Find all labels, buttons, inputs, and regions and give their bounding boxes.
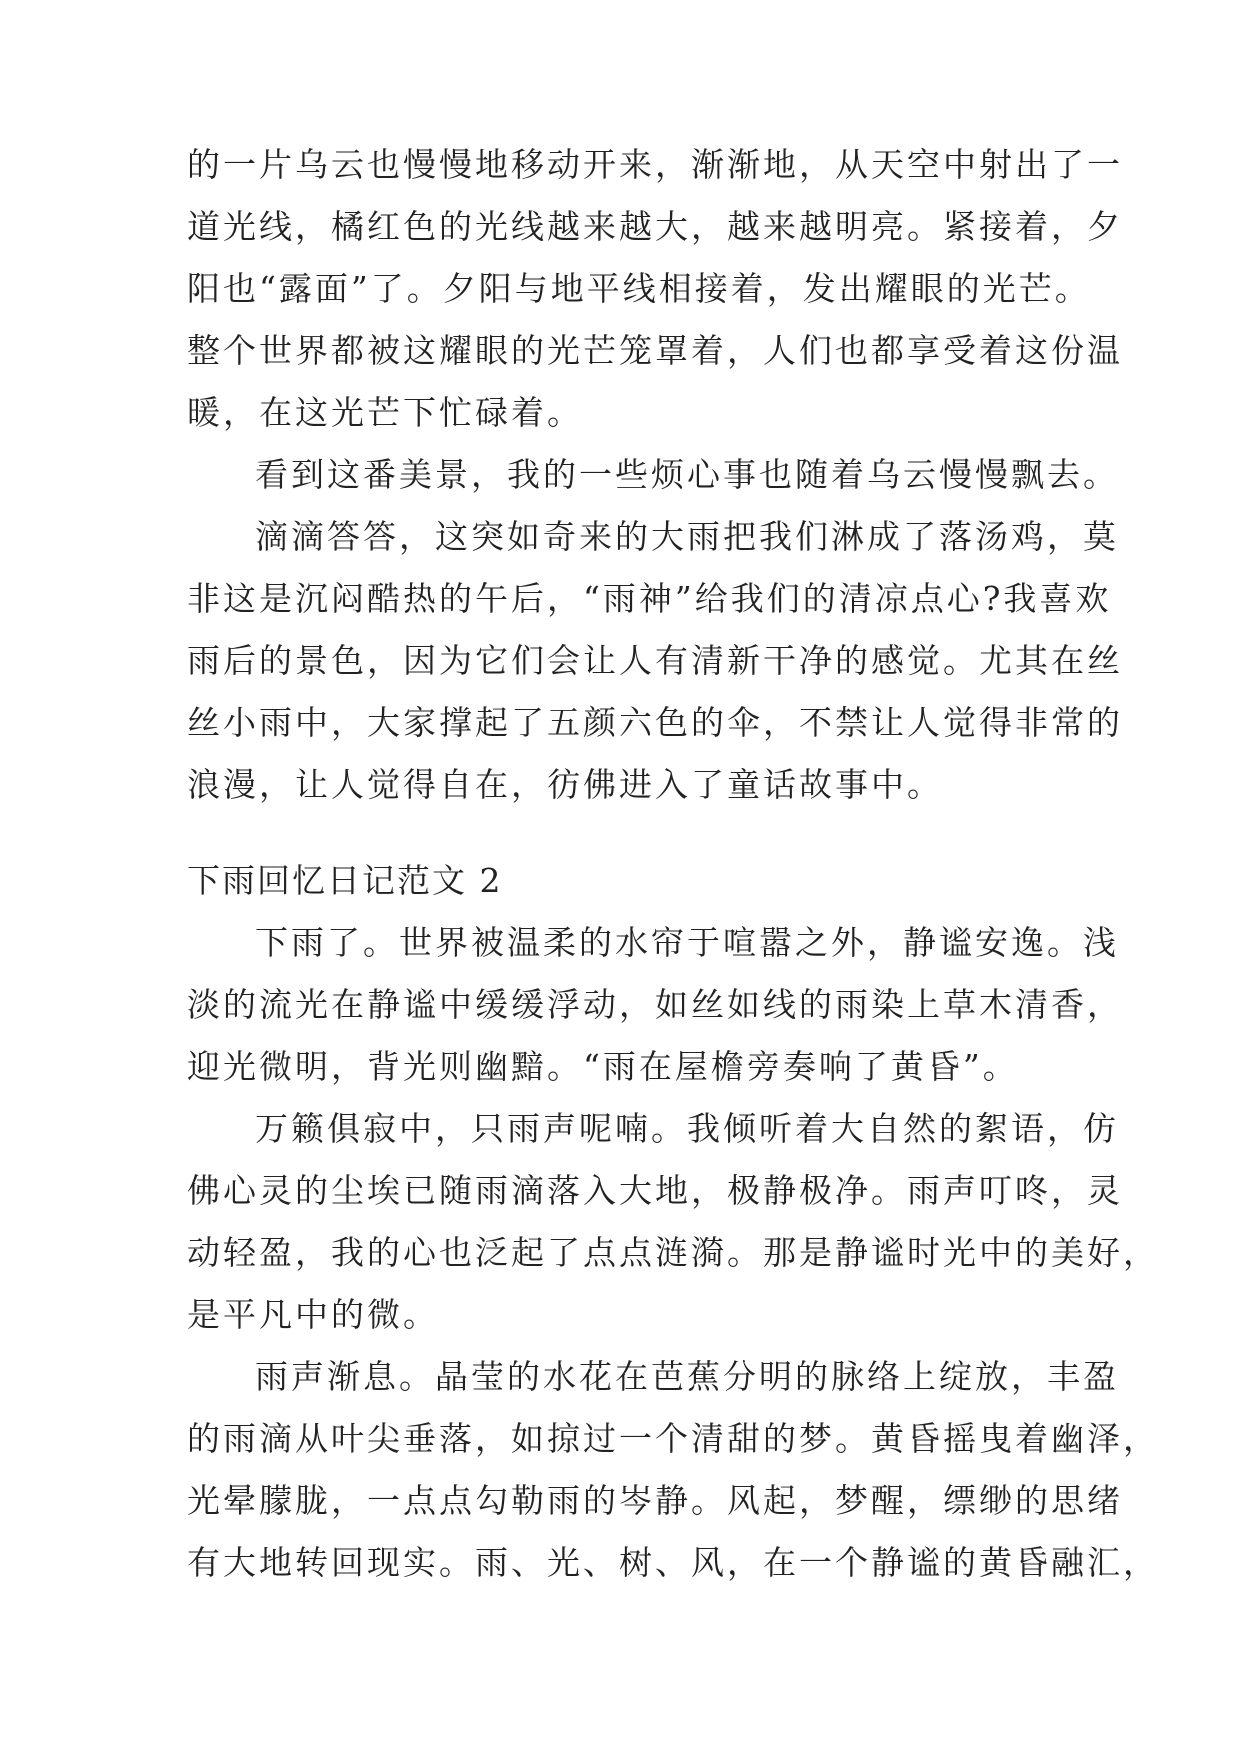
paragraph-line: 下雨了。世界被温柔的水帘于喧嚣之外，静谧安逸。浅 (255, 923, 1119, 962)
paragraph-line: 道光线，橘红色的光线越来越大，越来越明亮。紧接着，夕 (187, 207, 1123, 246)
paragraph-line: 的雨滴从叶尖垂落，如掠过一个清甜的梦。黄昏摇曳着幽泽， (187, 1419, 1159, 1458)
paragraph-line: 万籁俱寂中，只雨声呢喃。我倾听着大自然的絮语，仿 (255, 1109, 1119, 1148)
paragraph-line: 有大地转回现实。雨、光、树、风，在一个静谧的黄昏融汇， (187, 1543, 1159, 1582)
paragraph-line: 非这是沉闷酷热的午后，“雨神”给我们的清凉点心?我喜欢 (187, 579, 1112, 618)
paragraph-line: 阳也“露面”了。夕阳与地平线相接着，发出耀眼的光芒。 (187, 269, 1091, 308)
paragraph-line: 光晕朦胧，一点点勾勒雨的岑静。风起，梦醒，缥缈的思绪 (187, 1481, 1123, 1520)
paragraph-line: 浪漫，让人觉得自在，彷佛进入了童话故事中。 (187, 765, 943, 804)
paragraph-line: 动轻盈，我的心也泛起了点点涟漪。那是静谧时光中的美好， (187, 1233, 1159, 1272)
paragraph-line: 佛心灵的尘埃已随雨滴落入大地，极静极净。雨声叮咚，灵 (187, 1171, 1123, 1210)
paragraph-line: 看到这番美景，我的一些烦心事也随着乌云慢慢飘去。 (255, 455, 1119, 494)
paragraph-line: 雨声渐息。晶莹的水花在芭蕉分明的脉络上绽放，丰盈 (255, 1357, 1119, 1396)
paragraph-line: 淡的流光在静谧中缓缓浮动，如丝如线的雨染上草木清香， (187, 985, 1123, 1024)
paragraph-line: 整个世界都被这耀眼的光芒笼罩着，人们也都享受着这份温 (187, 331, 1123, 370)
paragraph-line: 滴滴答答，这突如奇来的大雨把我们淋成了落汤鸡，莫 (255, 517, 1119, 556)
paragraph-line: 的一片乌云也慢慢地移动开来，渐渐地，从天空中射出了一 (187, 145, 1123, 184)
paragraph-line: 雨后的景色，因为它们会让人有清新干净的感觉。尤其在丝 (187, 641, 1123, 680)
paragraph-line: 丝小雨中，大家撑起了五颜六色的伞，不禁让人觉得非常的 (187, 703, 1123, 742)
paragraph-line: 暖，在这光芒下忙碌着。 (187, 393, 583, 432)
paragraph-line: 迎光微明，背光则幽黯。“雨在屋檐旁奏响了黄昏”。 (187, 1047, 1019, 1086)
section-heading: 下雨回忆日记范文 2 (187, 861, 503, 900)
paragraph-line: 是平凡中的微。 (187, 1295, 439, 1334)
